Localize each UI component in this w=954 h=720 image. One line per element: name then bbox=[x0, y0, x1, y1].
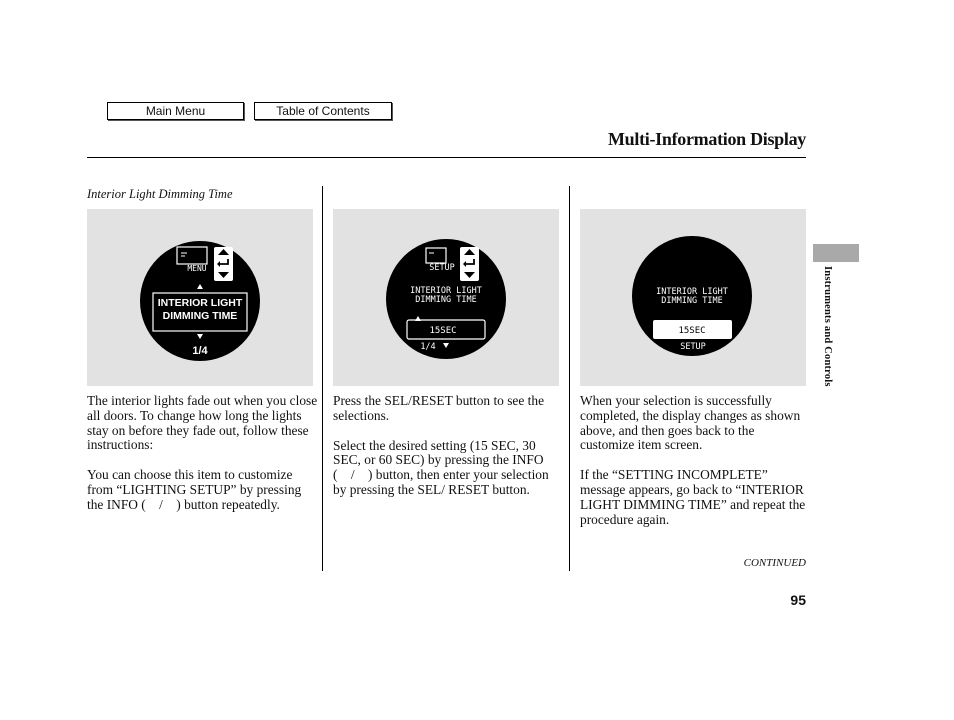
column-2-text bbox=[333, 394, 561, 513]
section-tab-label: Instruments and Controls bbox=[822, 266, 833, 387]
paragraph: Select the desired setting (15 SEC, 30 SEC, or 60 SEC) by pressing the INFO ( / ) button, then enter your selection by pressing the SEL/ RESET button. bbox=[333, 437, 549, 497]
display-1-line1: INTERIOR LIGHT bbox=[157, 297, 243, 309]
display-2-value: 15SEC bbox=[429, 326, 457, 336]
display-1-page: 1/4 bbox=[192, 345, 208, 357]
display-3-value: 15SEC bbox=[678, 326, 706, 336]
control-buttons-icon bbox=[214, 247, 233, 281]
display-illustration-3 bbox=[580, 209, 806, 386]
paragraph: The interior lights fade out when you close all doors. To change how long the lights stay on before they fade out, follow these instructions: bbox=[87, 393, 318, 453]
display-2-line2: DIMMING TIME bbox=[415, 295, 477, 305]
main-menu-button[interactable] bbox=[107, 102, 244, 120]
paragraph: You can choose this item to customize from “LIGHTING SETUP” by pressing the INFO ( / ) button repeatedly. bbox=[87, 467, 302, 512]
display-2-page: 1/4 bbox=[420, 342, 436, 352]
display-illustration-1 bbox=[87, 209, 313, 386]
display-3-line1: INTERIOR LIGHT bbox=[656, 287, 728, 297]
paragraph: If the “SETTING INCOMPLETE” message appears, go back to “INTERIOR LIGHT DIMMING TIME” and repeat the procedure again. bbox=[580, 467, 806, 527]
display-1-line2: DIMMING TIME bbox=[162, 310, 238, 322]
control-buttons-icon bbox=[460, 247, 479, 281]
main-menu-label: Main Menu bbox=[145, 104, 206, 118]
display-2-line1: INTERIOR LIGHT bbox=[410, 286, 482, 296]
table-of-contents-label: Table of Contents bbox=[276, 104, 370, 118]
section-tab bbox=[813, 244, 859, 262]
display-3-line2: DIMMING TIME bbox=[661, 296, 723, 306]
figure-caption: Interior Light Dimming Time bbox=[87, 187, 233, 201]
column-1-text bbox=[87, 394, 319, 528]
table-of-contents-button[interactable] bbox=[254, 102, 392, 120]
paragraph: When your selection is successfully completed, the display changes as shown above, and then goes back to the customize item screen. bbox=[580, 393, 801, 453]
continued-label: CONTINUED bbox=[743, 557, 806, 569]
page-number: 95 bbox=[790, 592, 806, 608]
column-divider-2 bbox=[569, 186, 570, 571]
display-illustration-2 bbox=[333, 209, 559, 386]
column-3-text bbox=[580, 394, 806, 542]
header-rule bbox=[87, 157, 806, 158]
page-title: Multi-Information Display bbox=[607, 129, 806, 149]
paragraph: Press the SEL/RESET button to see the selections. bbox=[333, 393, 545, 423]
column-divider-1 bbox=[322, 186, 323, 571]
display-1-icon-label: MENU bbox=[187, 264, 207, 273]
display-3-bottom: SETUP bbox=[680, 342, 706, 352]
display-2-icon-label: SETUP bbox=[429, 263, 455, 273]
